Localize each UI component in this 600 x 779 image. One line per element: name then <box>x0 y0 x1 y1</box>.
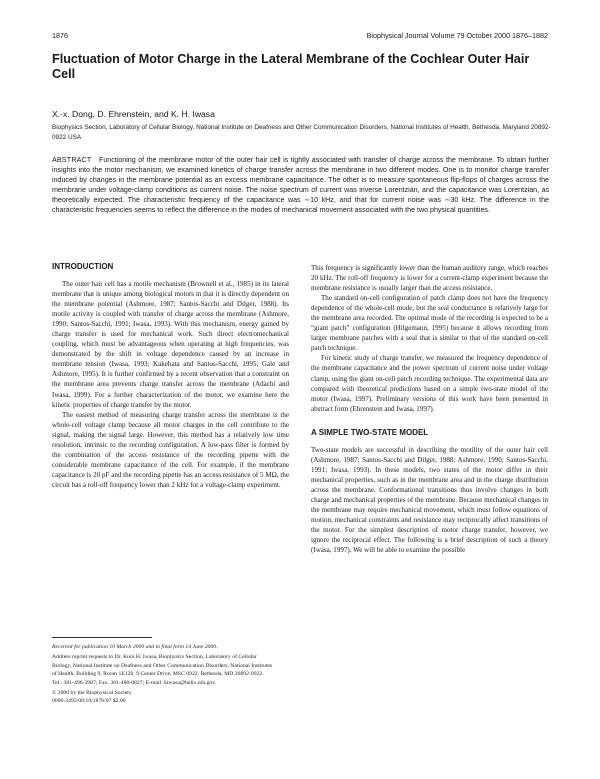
article-title: Fluctuation of Motor Charge in the Lateral Membrane of the Cochlear Outer Hair Cell <box>52 52 530 81</box>
abstract <box>52 155 549 216</box>
authors: X.-x. Dong, D. Ehrenstein, and K. H. Iwasa <box>52 109 215 119</box>
section-heading-introduction: INTRODUCTION <box>52 262 114 271</box>
body-paragraph: The outer hair cell has a motile mechanism (Brownell et al., 1985) in its lateral membrane that is unique among biological motors in that it is directly dependent on the membrane potential (Ashmore, 1987; Santos-Sacchi and Dilger, 1988). Its motile activity is coupled with transfer of charge across the membrane (Ashmore, 1990; Santos-Sacchi, 1991; Iwasa, 1993). With this mechanism, energy gained by charge transfer is used for mechanical work. Such direct electromechanical coupling, which must be advantageous when operating at high frequencies, was demonstrated by the shift in voltage dependence caused by an increase in membrane tension (Iwasa, 1993; Kakehata and Santos-Sacchi, 1995; Gale and Ashmore, 1995). It is further confirmed by a recent observation that a constraint on the membrane area prevents charge transfer across the membrane (Adachi and Iwasa, 1999). For a further characterization of the motor, we examine here the kinetic properties of charge transfer by the motor. <box>52 280 289 409</box>
body-paragraph: For kinetic study of charge transfer, we measured the frequency dependence of the membrane capacitance and the power spectrum of current noise under voltage clamp, using the giant on-cell patch recording technique. The experimental data are compared with theoretical predictions based on a simple two-state model of the motor (Iwasa, 1997). Preliminary versions of this work have been presented in abstract form (Ehrenstein and Iwasa, 1997). <box>311 354 548 413</box>
reprint-address: Address reprint requests to Dr. Kuni H. Iwasa, Biophysics Section, Laboratory of Cellular Biology, National Institute on Deafness and Other Communication Disorders, National Institutes of Health, Building 9, Room 1E120, 9 Center Drive, MSC 0922, Bethesda, MD 20892-0922. Tel.: 301-496-3987; Fax: 301-480-0827; E-mail: kiwasa@helix.nih.gov. <box>52 654 273 686</box>
abstract-label: ABSTRACT <box>52 156 92 164</box>
article-code: 0006-3495/00/10/1876/07 $2.00 <box>52 698 126 705</box>
footnotes <box>52 643 274 708</box>
left-column <box>52 262 289 490</box>
body-paragraph: The easiest method of measuring charge transfer across the membrane is the whole-cell voltage clamp because all motor charges in the cell contribute to the signal, making the signal large. However, this method has a relatively low time resolution, intrinsic to the recording configuration. A low-pass filter is formed by the combination of the access resistance of the recording pipette with the considerable membrane capacitance of the cell. For example, if the membrane capacitance is 20 pF and the recording pipette has an access resistance of 5 MΩ, the circuit has a roll-off frequency lower than 2 kHz for a voltage-clamp experiment. <box>52 410 289 489</box>
abstract-text: Functioning of the membrane motor of the outer hair cell is tightly associated with transfer of charge across the membrane. To obtain further insights into the motor mechanism, we examined kinetics of charge transfer across the membrane in two different modes. One is to monitor charge transfer induced by changes in the membrane potential as an excess membrane capacitance. The other is to measure spontaneous flip-flops of charges across the membrane under voltage-clamp conditions as current noise. The noise spectrum of current was inverse Lorentzian, and the capacitance was Lorentzian, as theoretically expected. The characteristic frequency of the capacitance was ∼10 kHz, and that for current noise was ∼30 kHz. The difference in the characteristic frequencies seems to reflect the difference in the modes of mechanical movement associated with the two physical quantities. <box>52 156 549 215</box>
journal-info: Biophysical Journal Volume 79 October 2000 1876–1882 <box>366 31 548 40</box>
body-paragraph: Two-state models are successful in describing the motility of the outer hair cell (Ashmore, 1987; Santos-Sacchi and Dilger, 1988; Ashmore, 1990; Santos-Sacchi, 1991; Iwasa, 1993). In these models, two states of the motor differ in their mechanical properties, such as in the membrane area and in the charge distribution across the membrane. Conformational transitions thus involve changes in both charge and mechanical properties of the membrane. Because mechanical changes in the membrane may require mechanical movement, which must follow equations of motion, mechanical constraints and resistance may reciprocally affect transitions of the motor. For the simplest description of motor charge transfer, however, we ignore the reciprocal effect. The following is a brief description of such a theory (Iwasa, 1997). We will be able to examine the possible <box>311 445 548 555</box>
section-heading-two-state-model: A SIMPLE TWO-STATE MODEL <box>311 427 429 437</box>
body-paragraph: This frequency is significantly lower than the human auditory range, which reaches 20 kHz. The roll-off frequency is lower for a current-clamp experiment because the membrane resistance is usually larger than the access resistance. <box>311 264 548 293</box>
running-head <box>52 31 548 43</box>
footnote-divider <box>52 637 152 638</box>
affiliation: Biophysics Section, Laboratory of Cellular Biology, National Institute on Deafness and Other Communication Disorders, National Institutes of Health, Bethesda, Maryland 20892-0922 USA <box>52 124 551 141</box>
page-number: 1876 <box>52 31 68 40</box>
right-column <box>311 263 548 555</box>
copyright: © 2000 by the Biophysical Society <box>52 690 132 697</box>
received-date: Received for publication 10 March 2000 and in final form 14 June 2000. <box>52 644 218 650</box>
body-paragraph: The standard on-cell configuration of patch clamp does not have the frequency dependence of the whole-cell mode, but the seal conductance is relatively large for the membrane area recorded. The optimal mode of the recording is expected to be a “giant patch” configuration (Hilgemann, 1995) because it allows recording from larger membrane patches with a seal that is similar to that of the standard on-cell patch technique. <box>311 294 548 353</box>
